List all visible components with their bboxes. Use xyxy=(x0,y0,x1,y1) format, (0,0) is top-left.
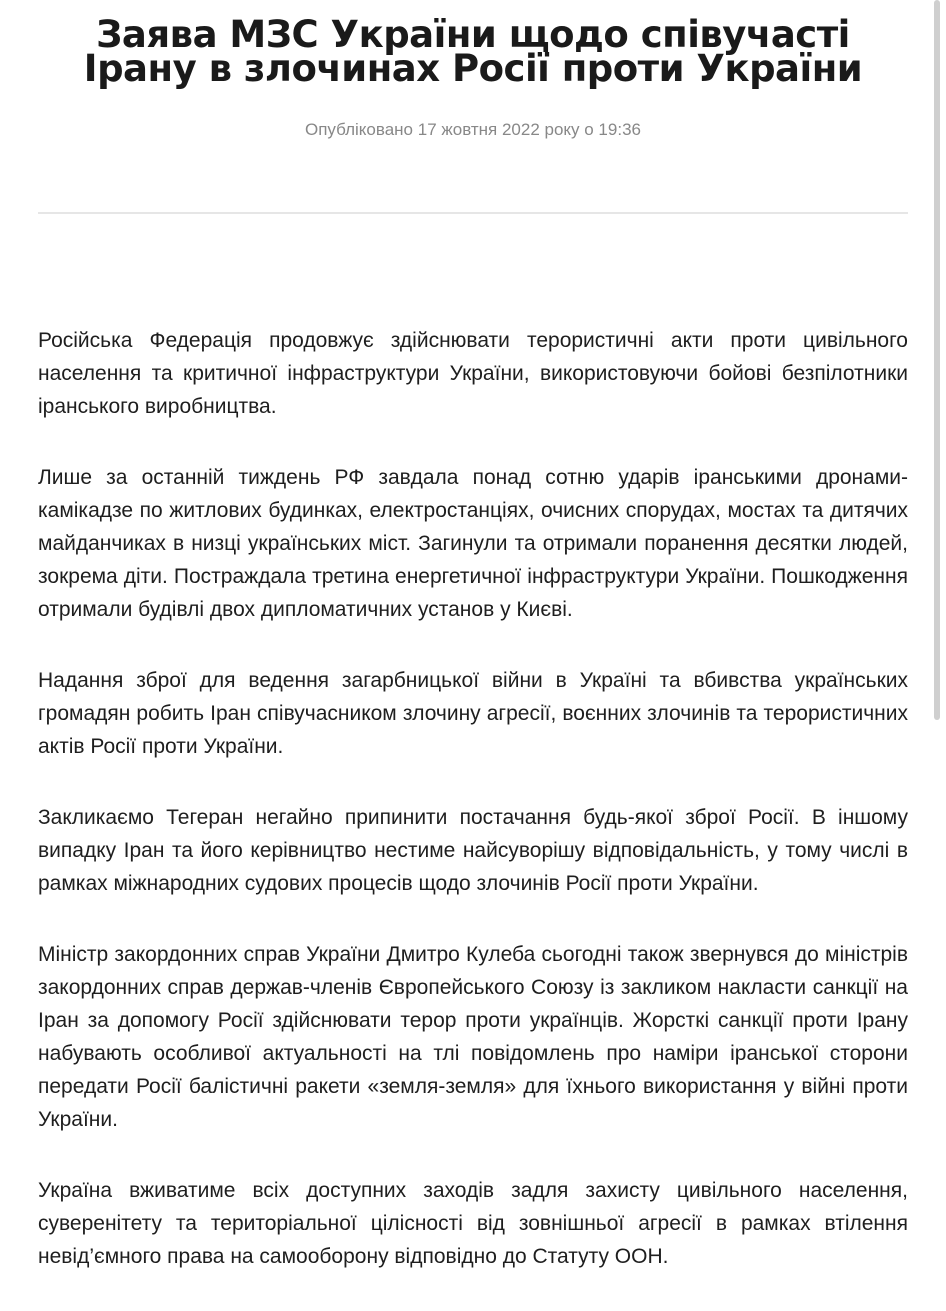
paragraph: Міністр закордонних справ України Дмитро Кулеба сьогодні також звернувся до міністрів закордонних справ держав-членів Європейського Союзу із закликом накласти санкції на Іран за допомогу Росії здійснювати терор проти українців. Жорсткі санкції проти Ірану набувають особливої актуальності на тлі повідомлень про наміри іранської сторони передати Росії балістичні ракети «земля-земля» для їхнього використання у війні проти України. xyxy=(38,943,908,1131)
divider xyxy=(38,212,908,214)
publish-date: Опубліковано 17 жовтня 2022 року о 19:36 xyxy=(305,120,641,139)
scrollbar[interactable] xyxy=(934,0,940,720)
paragraph: Російська Федерація продовжує здійснювати терористичні акти проти цивільного населення та критичної інфраструктури України, використовуючи бойові безпілотники іранського виробництва. xyxy=(38,329,908,418)
article-body xyxy=(38,324,908,1311)
paragraph: Закликаємо Тегеран негайно припинити постачання будь-якої зброї Росії. В іншому випадку Іран та його керівництво нестиме найсуворішу відповідальність, у тому числі в рамках міжнародних судових процесів щодо злочинів Росії проти України. xyxy=(38,806,908,895)
article-title: Заява МЗС України щодо співучасті Ірану в злочинах Росії проти України xyxy=(83,13,863,90)
paragraph: Надання зброї для ведення загарбницької війни в Україні та вбивства українських громадян робить Іран співучасником злочину агресії, воєнних злочинів та терористичних актів Росії проти України. xyxy=(38,669,908,758)
paragraph: Лише за останній тиждень РФ завдала понад сотню ударів іранськими дронами-камікадзе по житлових будинках, електростанціях, очисних спорудах, мостах та дитячих майданчиках в низці українських міст. Загинули та отримали поранення десятки людей, зокрема діти. Постраждала третина енергетичної інфраструктури України. Пошкодження отримали будівлі двох дипломатичних установ у Києві. xyxy=(38,466,908,621)
paragraph: Україна вживатиме всіх доступних заходів задля захисту цивільного населення, суверенітету та територіальної цілісності від зовнішньої агресії в рамках втілення невід’ємного права на самооборону відповідно до Статуту ООН. xyxy=(38,1179,908,1268)
